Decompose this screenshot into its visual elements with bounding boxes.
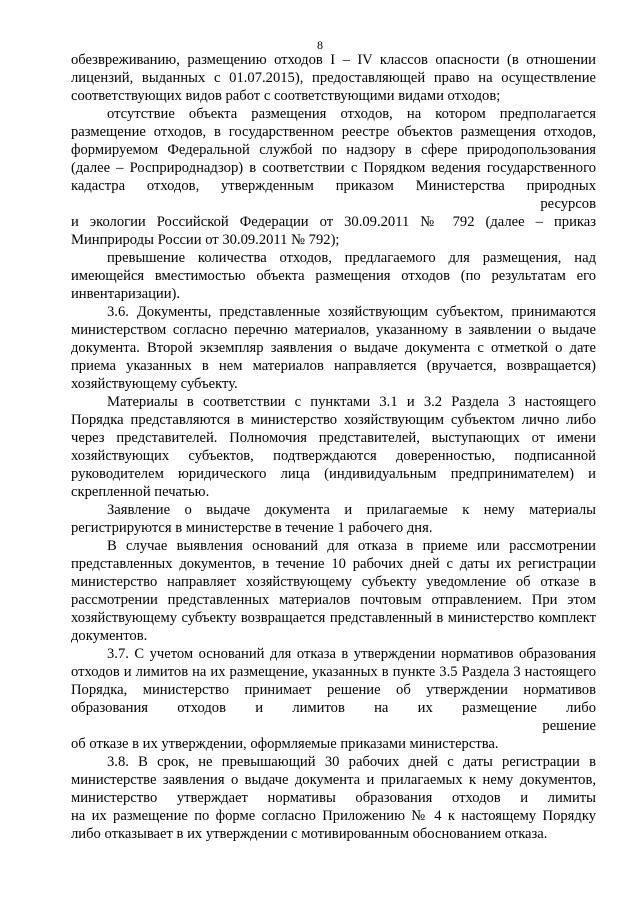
paragraph-3-8: [71, 753, 596, 843]
paragraph-no-facility-in-registry: [71, 105, 596, 249]
paragraph-text: об отказе в их утверждении, оформляемые приказами министерства.: [71, 736, 499, 752]
paragraph-text: 3.8. В срок, не превышающий 30 рабочих дней с даты регистрации в министерстве заявления о выдаче документа и прилагаемых к нему документов, министерство утверждает нормативы образования отходов и лимиты: [71, 754, 596, 806]
paragraph-text: превышение количества отходов, предлагаемого для размещения, над имеющейся вместимостью объекта размещения отходов (по результатам его инвентаризации).: [71, 250, 596, 302]
paragraph-text: и экологии Российской Федерации от 30.09.2011 № 792 (далее – приказ Минприроды России от 30.09.2011 № 792);: [71, 214, 596, 248]
paragraph-text: Материалы в соответствии с пунктами 3.1 и 3.2 Раздела 3 настоящего Порядка представляются в министерство хозяйствующим субъектом лично либо через представителей. Полномочия представителей, выступающих от имени хозяйствующих субъектов, подтверждаются доверенностью, подписанной руководителем юридического лица (индивидуальным предпринимателем) и скрепленной печатью.: [71, 394, 596, 500]
paragraph-text: отсутствие объекта размещения отходов, на котором предполагается размещение отходов, в государственном реестре объектов размещения отходов, формируемом Федеральной службой по надзору в сфере природопользования (далее – Росприроднадзор) в соответствии с Порядком ведения государственного кадастра отходов, утвержденным приказом Министерства природных: [71, 106, 596, 194]
paragraph-exceeding-capacity: [71, 249, 596, 303]
paragraph-text: 3.6. Документы, представленные хозяйствующим субъектом, принимаются министерством согласно перечню материалов, указанному в заявлении о выдаче документа. Второй экземпляр заявления о выдаче документа с отметкой о дате приема указанных в нем материалов направляется (вручается, возвращается) хозяйствующему субъекту.: [71, 304, 596, 392]
paragraph-text: на их размещение по форме согласно Приложению № 4 к настоящему Порядку либо отказывает в их утверждении с мотивированным обоснованием отказа.: [71, 808, 596, 842]
paragraph-text: обезвреживанию, размещению отходов I – IV классов опасности (в отношении лицензий, выданных с 01.07.2015), предоставляющей право на осуществление соответствующих видов работ с соответствующими видами отходов;: [71, 52, 596, 104]
paragraph-registration: [71, 501, 596, 537]
paragraph-3-7: [71, 645, 596, 753]
paragraph-refusal-notice: [71, 537, 596, 645]
page-number: 8: [317, 38, 323, 52]
paragraph-3-6: [71, 303, 596, 393]
paragraph-materials-submission: [71, 393, 596, 501]
paragraph-text: решение: [542, 718, 596, 734]
paragraph-text: ресурсов: [540, 196, 596, 212]
paragraph-text: Заявление о выдаче документа и прилагаемые к нему материалы регистрируются в министерстве в течение 1 рабочего дня.: [71, 502, 596, 536]
paragraph-licence-continuation: [71, 51, 596, 105]
paragraph-text: 3.7. С учетом оснований для отказа в утверждении нормативов образования отходов и лимитов на их размещение, указанных в пункте 3.5 Раздела 3 настоящего Порядка, министерство принимает решение об утверждении нормативов образования отходов и лимитов на их размещение либо: [71, 646, 596, 716]
document-body: [71, 51, 596, 843]
paragraph-text: В случае выявления оснований для отказа в приеме или рассмотрении представленных документов, в течение 10 рабочих дней с даты их регистрации министерство направляет хозяйствующему субъекту уведомление об отказе в рассмотрении представленных материалов почтовым отправлением. При этом хозяйствующему субъекту возвращается представленный в министерство комплект документов.: [71, 538, 596, 644]
